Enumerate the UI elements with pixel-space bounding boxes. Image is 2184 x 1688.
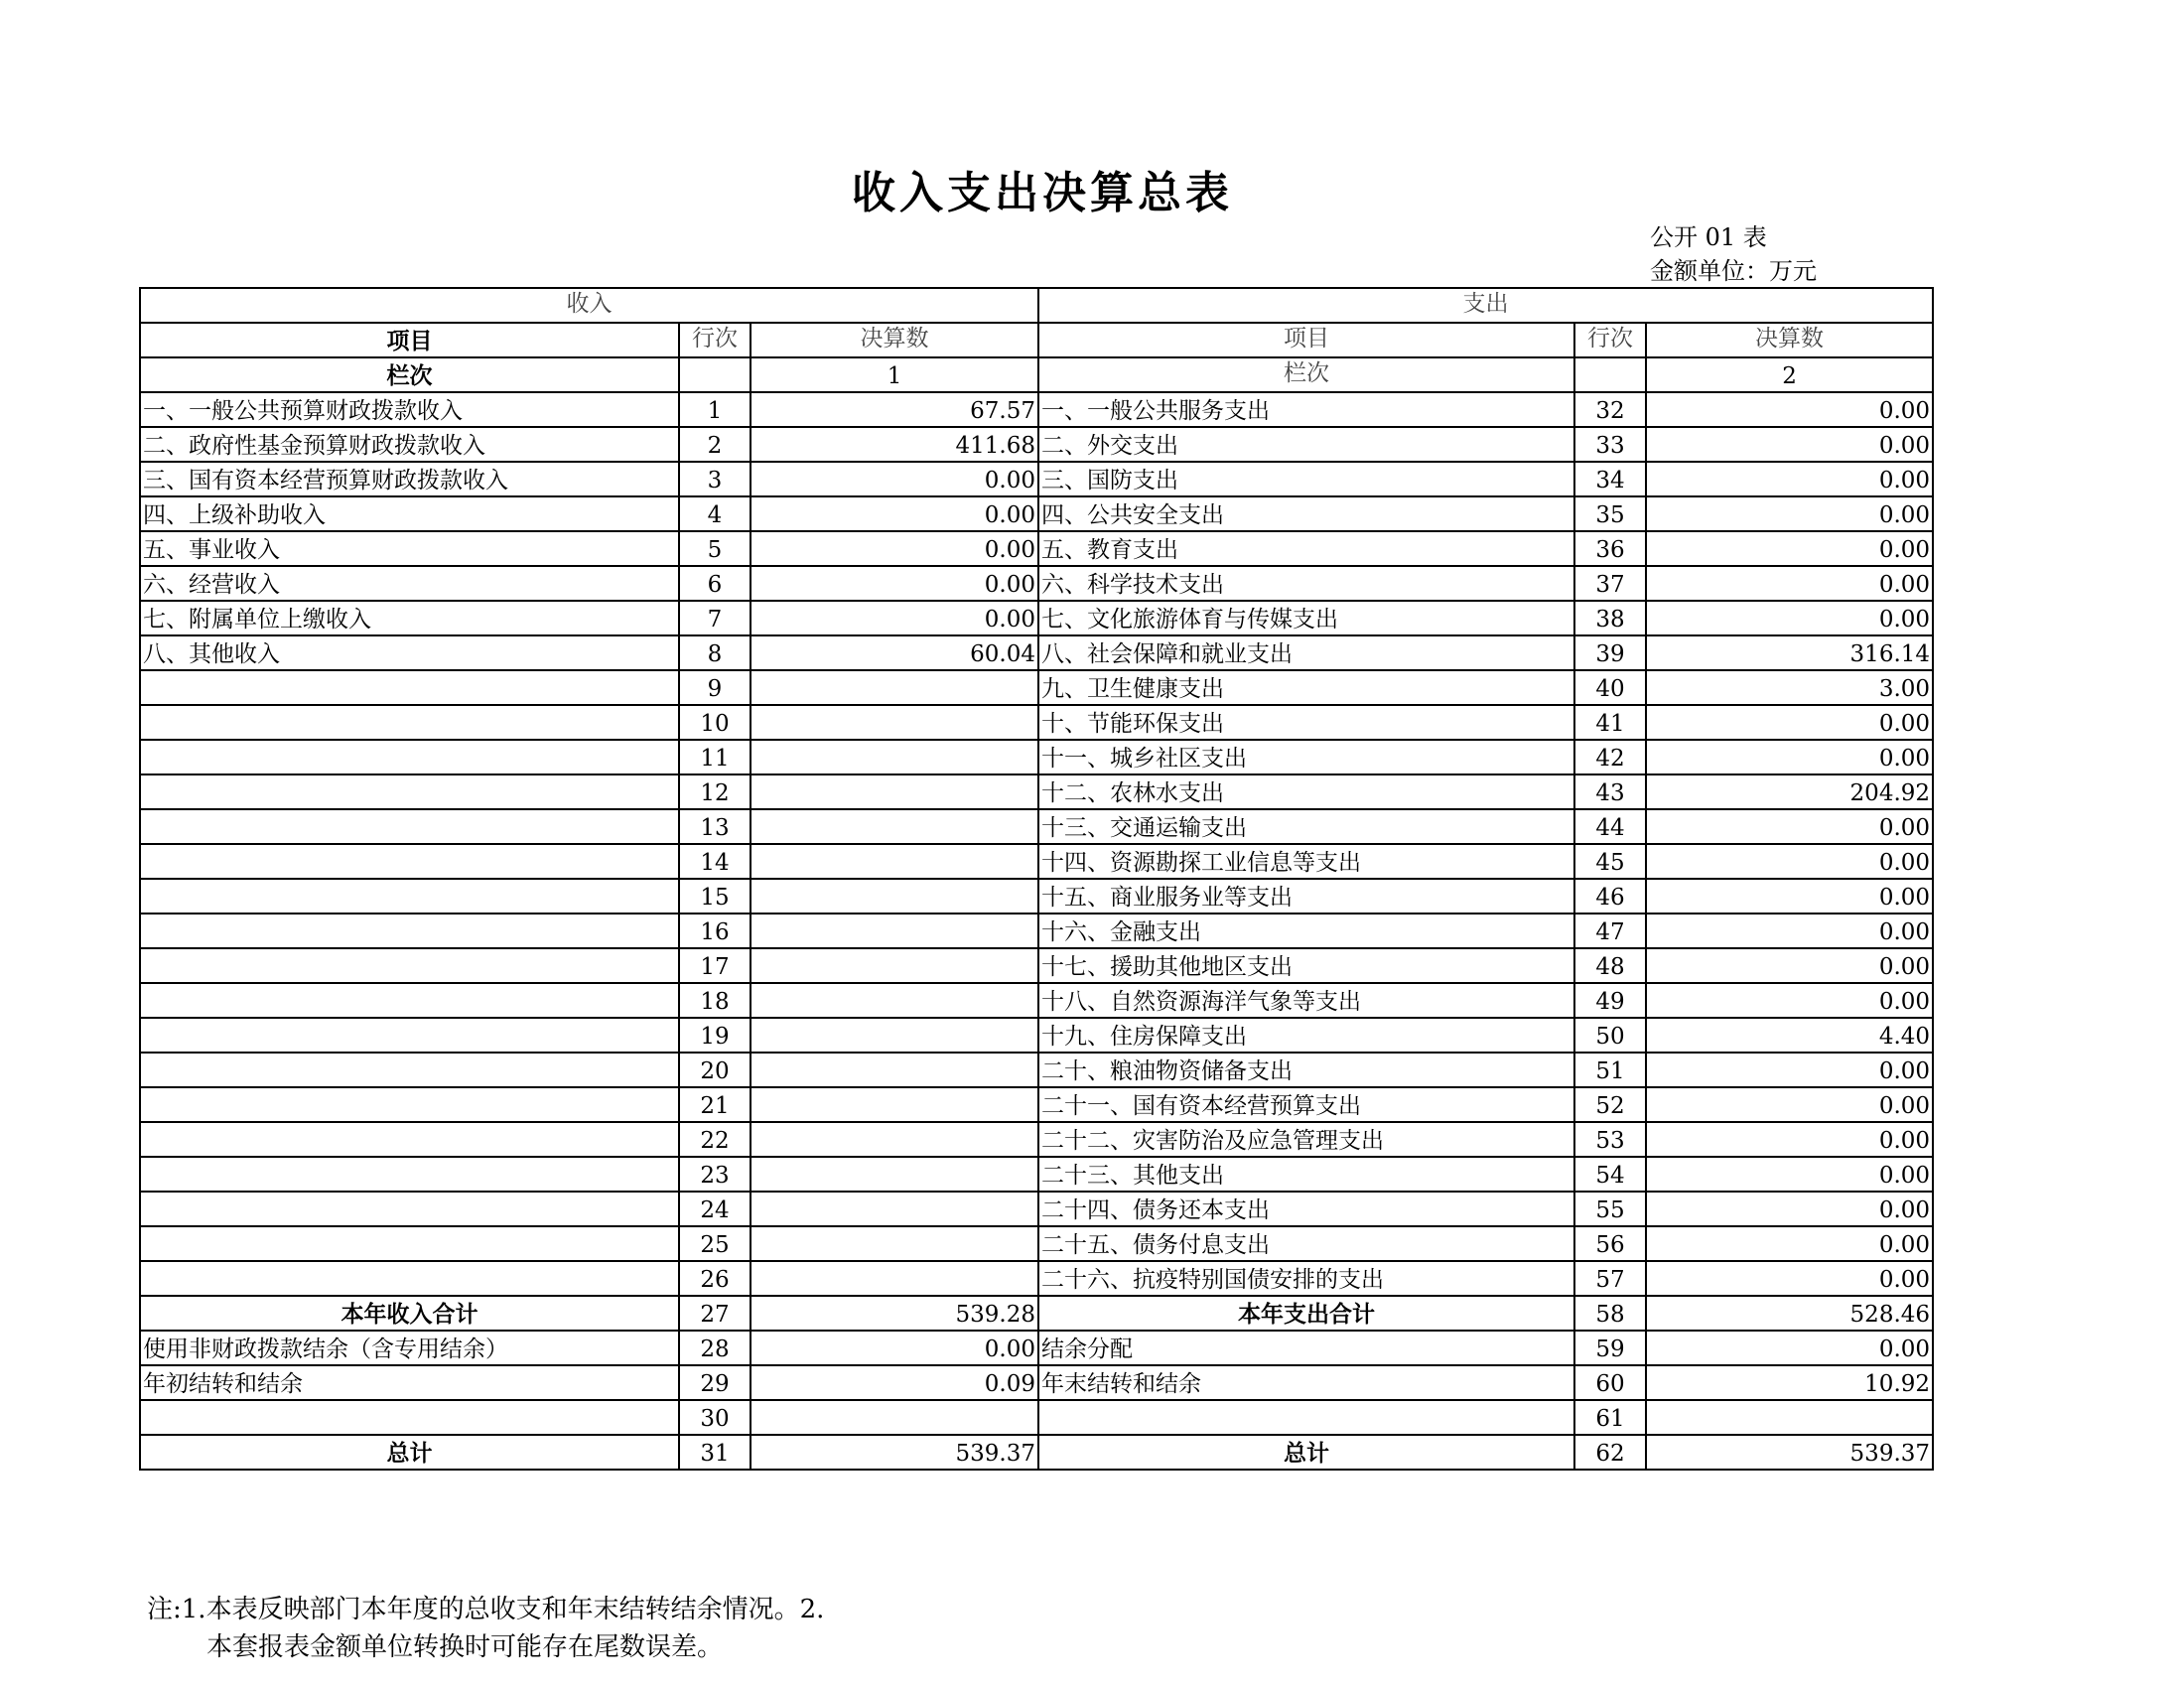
income-item-cell	[140, 705, 679, 740]
expense-item-cell: 十八、自然资源海洋气象等支出	[1038, 983, 1574, 1018]
income-amount-header: 决算数	[751, 323, 1038, 357]
expense-item-cell: 十一、城乡社区支出	[1038, 740, 1574, 774]
income-item-cell: 一、一般公共预算财政拨款收入	[140, 392, 679, 427]
expense-item-cell: 十三、交通运输支出	[1038, 809, 1574, 844]
expense-colno-blank	[1574, 357, 1646, 392]
income-rowno-cell: 28	[679, 1331, 751, 1365]
income-item-cell	[140, 670, 679, 705]
table-row	[140, 879, 1933, 914]
income-rowno-cell: 5	[679, 531, 751, 566]
expense-rowno-cell: 56	[1574, 1226, 1646, 1261]
expense-rowno-cell: 47	[1574, 914, 1646, 948]
income-amount-cell	[751, 809, 1038, 844]
expense-amount-cell: 0.00	[1646, 462, 1933, 496]
expense-item-cell: 十四、资源勘探工业信息等支出	[1038, 844, 1574, 879]
table-row	[140, 601, 1933, 635]
expense-rowno-cell: 37	[1574, 566, 1646, 601]
summary-row	[140, 1365, 1933, 1400]
income-rowno-cell: 17	[679, 948, 751, 983]
expense-amount-cell: 0.00	[1646, 1226, 1933, 1261]
income-amount-cell	[751, 774, 1038, 809]
expense-item-cell: 八、社会保障和就业支出	[1038, 635, 1574, 670]
expense-rowno-cell: 45	[1574, 844, 1646, 879]
expense-amount-cell: 316.14	[1646, 635, 1933, 670]
expense-amount-cell	[1646, 1400, 1933, 1435]
expense-amount-cell: 3.00	[1646, 670, 1933, 705]
expense-item-cell: 结余分配	[1038, 1331, 1574, 1365]
income-colno-blank	[679, 357, 751, 392]
expense-section-header: 支出	[1038, 288, 1933, 323]
expense-amount-cell: 0.00	[1646, 914, 1933, 948]
expense-rowno-cell: 49	[1574, 983, 1646, 1018]
header-row-section	[140, 288, 1933, 323]
expense-item-header: 项目	[1038, 323, 1574, 357]
expense-item-cell: 十二、农林水支出	[1038, 774, 1574, 809]
income-amount-cell	[751, 1192, 1038, 1226]
expense-amount-cell: 0.00	[1646, 1087, 1933, 1122]
expense-rowno-cell: 40	[1574, 670, 1646, 705]
expense-item-cell: 六、科学技术支出	[1038, 566, 1574, 601]
income-rowno-cell: 27	[679, 1296, 751, 1331]
income-item-cell	[140, 1192, 679, 1226]
income-item-cell	[140, 1157, 679, 1192]
expense-rowno-cell: 48	[1574, 948, 1646, 983]
income-rowno-header: 行次	[679, 323, 751, 357]
income-item-cell	[140, 809, 679, 844]
table-row	[140, 1261, 1933, 1296]
income-expense-table	[139, 287, 1934, 1471]
table-row	[140, 705, 1933, 740]
expense-rowno-cell: 62	[1574, 1435, 1646, 1470]
expense-amount-cell: 4.40	[1646, 1018, 1933, 1053]
income-amount-cell: 0.00	[751, 462, 1038, 496]
expense-item-cell: 四、公共安全支出	[1038, 496, 1574, 531]
income-item-cell: 七、附属单位上缴收入	[140, 601, 679, 635]
income-amount-cell: 60.04	[751, 635, 1038, 670]
table-row	[140, 809, 1933, 844]
expense-rowno-cell: 59	[1574, 1331, 1646, 1365]
table-row	[140, 531, 1933, 566]
expense-amount-cell: 0.00	[1646, 948, 1933, 983]
expense-collabel: 栏次	[1038, 357, 1574, 392]
income-item-cell	[140, 1018, 679, 1053]
table-row	[140, 914, 1933, 948]
expense-amount-cell: 10.92	[1646, 1365, 1933, 1400]
income-section-header: 收入	[140, 288, 1038, 323]
income-item-cell	[140, 879, 679, 914]
income-rowno-cell: 4	[679, 496, 751, 531]
income-rowno-cell: 21	[679, 1087, 751, 1122]
expense-item-cell: 十六、金融支出	[1038, 914, 1574, 948]
income-amount-cell	[751, 1157, 1038, 1192]
income-amount-cell: 0.00	[751, 496, 1038, 531]
expense-item-cell: 五、教育支出	[1038, 531, 1574, 566]
expense-colno: 2	[1646, 357, 1933, 392]
income-rowno-cell: 31	[679, 1435, 751, 1470]
income-rowno-cell: 19	[679, 1018, 751, 1053]
income-rowno-cell: 1	[679, 392, 751, 427]
table-code: 公开 01 表	[1650, 223, 1767, 251]
income-rowno-cell: 7	[679, 601, 751, 635]
expense-amount-cell: 0.00	[1646, 1331, 1933, 1365]
expense-item-cell: 二十六、抗疫特别国债安排的支出	[1038, 1261, 1574, 1296]
income-rowno-cell: 14	[679, 844, 751, 879]
summary-row	[140, 1331, 1933, 1365]
note-line-1: 注:1.本表反映部门本年度的总收支和年末结转结余情况。2.	[147, 1595, 825, 1624]
income-rowno-cell: 24	[679, 1192, 751, 1226]
income-amount-cell	[751, 1226, 1038, 1261]
expense-amount-cell: 0.00	[1646, 601, 1933, 635]
income-rowno-cell: 16	[679, 914, 751, 948]
income-rowno-cell: 25	[679, 1226, 751, 1261]
expense-rowno-cell: 54	[1574, 1157, 1646, 1192]
income-rowno-cell: 22	[679, 1122, 751, 1157]
income-amount-cell	[751, 1018, 1038, 1053]
income-item-cell	[140, 948, 679, 983]
income-amount-cell: 0.00	[751, 566, 1038, 601]
table-row	[140, 1157, 1933, 1192]
income-rowno-cell: 29	[679, 1365, 751, 1400]
table-row	[140, 844, 1933, 879]
income-item-cell	[140, 1261, 679, 1296]
expense-item-cell: 二十一、国有资本经营预算支出	[1038, 1087, 1574, 1122]
income-amount-cell: 0.00	[751, 601, 1038, 635]
report-title: 收入支出决算总表	[852, 168, 1233, 218]
expense-amount-cell: 0.00	[1646, 496, 1933, 531]
income-amount-cell	[751, 948, 1038, 983]
expense-item-cell: 二、外交支出	[1038, 427, 1574, 462]
expense-item-cell: 二十四、债务还本支出	[1038, 1192, 1574, 1226]
income-rowno-cell: 10	[679, 705, 751, 740]
income-amount-cell	[751, 1122, 1038, 1157]
table-row	[140, 427, 1933, 462]
income-amount-cell	[751, 879, 1038, 914]
expense-amount-cell: 0.00	[1646, 392, 1933, 427]
income-item-cell	[140, 1226, 679, 1261]
expense-amount-cell: 0.00	[1646, 1261, 1933, 1296]
income-rowno-cell: 18	[679, 983, 751, 1018]
amount-unit: 金额单位：万元	[1650, 257, 1817, 285]
expense-item-cell: 十九、住房保障支出	[1038, 1018, 1574, 1053]
expense-rowno-cell: 51	[1574, 1053, 1646, 1087]
table-row	[140, 948, 1933, 983]
expense-amount-cell: 0.00	[1646, 809, 1933, 844]
income-item-cell	[140, 983, 679, 1018]
income-amount-cell	[751, 705, 1038, 740]
income-rowno-cell: 2	[679, 427, 751, 462]
income-collabel: 栏次	[140, 357, 679, 392]
expense-item-cell: 本年支出合计	[1038, 1296, 1574, 1331]
expense-amount-cell: 0.00	[1646, 1053, 1933, 1087]
expense-item-cell: 二十、粮油物资储备支出	[1038, 1053, 1574, 1087]
income-item-cell	[140, 1053, 679, 1087]
income-amount-cell	[751, 1053, 1038, 1087]
income-item-cell	[140, 1087, 679, 1122]
income-item-cell	[140, 1400, 679, 1435]
expense-rowno-cell: 39	[1574, 635, 1646, 670]
expense-rowno-cell: 43	[1574, 774, 1646, 809]
expense-rowno-cell: 42	[1574, 740, 1646, 774]
income-rowno-cell: 9	[679, 670, 751, 705]
table-row	[140, 1087, 1933, 1122]
expense-amount-cell: 528.46	[1646, 1296, 1933, 1331]
table-row	[140, 670, 1933, 705]
income-item-cell	[140, 774, 679, 809]
summary-row	[140, 1400, 1933, 1435]
income-item-cell: 使用非财政拨款结余（含专用结余）	[140, 1331, 679, 1365]
expense-amount-cell: 0.00	[1646, 531, 1933, 566]
expense-rowno-cell: 35	[1574, 496, 1646, 531]
expense-amount-cell: 0.00	[1646, 1157, 1933, 1192]
table-row	[140, 1192, 1933, 1226]
expense-amount-cell: 0.00	[1646, 427, 1933, 462]
income-amount-cell: 0.09	[751, 1365, 1038, 1400]
income-amount-cell	[751, 844, 1038, 879]
income-amount-cell	[751, 1261, 1038, 1296]
expense-item-cell: 十七、援助其他地区支出	[1038, 948, 1574, 983]
expense-rowno-cell: 38	[1574, 601, 1646, 635]
income-rowno-cell: 20	[679, 1053, 751, 1087]
expense-amount-cell: 0.00	[1646, 1192, 1933, 1226]
income-rowno-cell: 30	[679, 1400, 751, 1435]
income-amount-cell	[751, 670, 1038, 705]
income-item-cell	[140, 914, 679, 948]
expense-rowno-cell: 52	[1574, 1087, 1646, 1122]
income-rowno-cell: 26	[679, 1261, 751, 1296]
income-amount-cell: 411.68	[751, 427, 1038, 462]
income-item-header: 项目	[140, 323, 679, 357]
income-rowno-cell: 23	[679, 1157, 751, 1192]
table-row	[140, 740, 1933, 774]
income-rowno-cell: 6	[679, 566, 751, 601]
expense-amount-cell: 0.00	[1646, 983, 1933, 1018]
table-row	[140, 635, 1933, 670]
income-amount-cell	[751, 983, 1038, 1018]
expense-rowno-cell: 33	[1574, 427, 1646, 462]
expense-rowno-cell: 32	[1574, 392, 1646, 427]
expense-item-cell: 九、卫生健康支出	[1038, 670, 1574, 705]
table-row	[140, 462, 1933, 496]
income-amount-cell: 0.00	[751, 531, 1038, 566]
summary-row	[140, 1296, 1933, 1331]
expense-rowno-cell: 41	[1574, 705, 1646, 740]
expense-item-cell: 年末结转和结余	[1038, 1365, 1574, 1400]
income-item-cell: 八、其他收入	[140, 635, 679, 670]
income-item-cell: 年初结转和结余	[140, 1365, 679, 1400]
expense-amount-cell: 0.00	[1646, 844, 1933, 879]
income-amount-cell: 67.57	[751, 392, 1038, 427]
income-item-cell	[140, 1122, 679, 1157]
income-rowno-cell: 8	[679, 635, 751, 670]
expense-amount-cell: 539.37	[1646, 1435, 1933, 1470]
expense-rowno-header: 行次	[1574, 323, 1646, 357]
income-item-cell: 五、事业收入	[140, 531, 679, 566]
expense-item-cell: 十五、商业服务业等支出	[1038, 879, 1574, 914]
expense-rowno-cell: 53	[1574, 1122, 1646, 1157]
summary-row	[140, 1435, 1933, 1470]
income-rowno-cell: 11	[679, 740, 751, 774]
expense-rowno-cell: 60	[1574, 1365, 1646, 1400]
income-item-cell: 本年收入合计	[140, 1296, 679, 1331]
table-row	[140, 392, 1933, 427]
expense-amount-cell: 0.00	[1646, 705, 1933, 740]
expense-rowno-cell: 57	[1574, 1261, 1646, 1296]
expense-rowno-cell: 55	[1574, 1192, 1646, 1226]
income-item-cell: 二、政府性基金预算财政拨款收入	[140, 427, 679, 462]
income-amount-cell	[751, 1087, 1038, 1122]
table-row	[140, 1122, 1933, 1157]
table-row	[140, 566, 1933, 601]
expense-rowno-cell: 50	[1574, 1018, 1646, 1053]
expense-amount-cell: 0.00	[1646, 879, 1933, 914]
expense-rowno-cell: 36	[1574, 531, 1646, 566]
expense-item-cell	[1038, 1400, 1574, 1435]
income-item-cell	[140, 740, 679, 774]
expense-item-cell: 二十三、其他支出	[1038, 1157, 1574, 1192]
table-row	[140, 1053, 1933, 1087]
expense-item-cell: 一、一般公共服务支出	[1038, 392, 1574, 427]
income-amount-cell	[751, 740, 1038, 774]
income-rowno-cell: 3	[679, 462, 751, 496]
income-rowno-cell: 15	[679, 879, 751, 914]
income-item-cell	[140, 844, 679, 879]
expense-rowno-cell: 58	[1574, 1296, 1646, 1331]
expense-item-cell: 二十二、灾害防治及应急管理支出	[1038, 1122, 1574, 1157]
header-row-colno	[140, 357, 1933, 392]
expense-rowno-cell: 44	[1574, 809, 1646, 844]
table-row	[140, 983, 1933, 1018]
expense-amount-cell: 0.00	[1646, 1122, 1933, 1157]
income-rowno-cell: 12	[679, 774, 751, 809]
expense-item-cell: 三、国防支出	[1038, 462, 1574, 496]
income-item-cell: 三、国有资本经营预算财政拨款收入	[140, 462, 679, 496]
expense-item-cell: 总计	[1038, 1435, 1574, 1470]
expense-rowno-cell: 34	[1574, 462, 1646, 496]
income-amount-cell	[751, 914, 1038, 948]
expense-amount-cell: 204.92	[1646, 774, 1933, 809]
expense-rowno-cell: 46	[1574, 879, 1646, 914]
table-row	[140, 1018, 1933, 1053]
income-amount-cell: 539.37	[751, 1435, 1038, 1470]
income-item-cell: 四、上级补助收入	[140, 496, 679, 531]
income-rowno-cell: 13	[679, 809, 751, 844]
note-line-2: 本套报表金额单位转换时可能存在尾数误差。	[206, 1632, 724, 1662]
table-row	[140, 1226, 1933, 1261]
expense-item-cell: 二十五、债务付息支出	[1038, 1226, 1574, 1261]
expense-amount-cell: 0.00	[1646, 740, 1933, 774]
income-colno: 1	[751, 357, 1038, 392]
expense-rowno-cell: 61	[1574, 1400, 1646, 1435]
income-amount-cell: 0.00	[751, 1331, 1038, 1365]
expense-amount-cell: 0.00	[1646, 566, 1933, 601]
expense-item-cell: 十、节能环保支出	[1038, 705, 1574, 740]
expense-amount-header: 决算数	[1646, 323, 1933, 357]
table-row	[140, 774, 1933, 809]
income-item-cell: 六、经营收入	[140, 566, 679, 601]
income-amount-cell: 539.28	[751, 1296, 1038, 1331]
header-row-columns	[140, 323, 1933, 357]
income-amount-cell	[751, 1400, 1038, 1435]
income-item-cell: 总计	[140, 1435, 679, 1470]
expense-item-cell: 七、文化旅游体育与传媒支出	[1038, 601, 1574, 635]
table-row	[140, 496, 1933, 531]
